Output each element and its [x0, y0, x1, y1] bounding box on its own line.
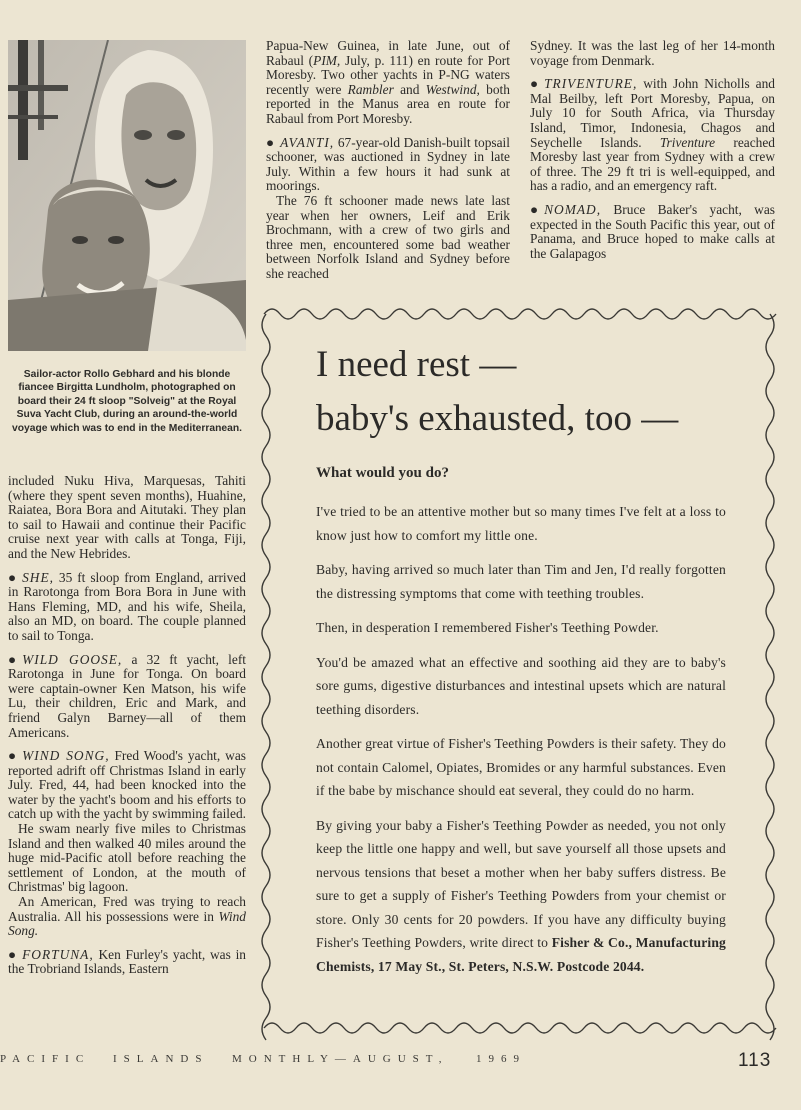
col2-paragraph: The 76 ft schooner made news late last year when her owners, Leif and Erik Brochmann, with a crew of two girls and three men, encountered some bad weather between Norfolk Island and Sydney before she reached [266, 192, 510, 281]
entry-text: Ken Furley's yacht, was in the Trobriand Islands, Eastern [8, 946, 246, 977]
ad-headline: baby's exhausted, too — [316, 398, 679, 439]
yacht-name: FORTUNA, [22, 946, 94, 962]
footer-monthly: MONTHLY—AUGUST, [232, 1053, 449, 1065]
ad-paragraph: Then, in desperation I remembered Fisher's Teething Powder. [316, 620, 659, 635]
entry-she [8, 571, 246, 644]
entry-text: a 32 ft yacht, left Rarotonga in June for Tonga. On board were captain-owner Ken Matson, his wife Lu, their children, Eric and Mark, and friend Galyn Barney—all of them Americans. [8, 651, 247, 740]
ad-headline: I need rest — [316, 344, 517, 385]
yacht-name: Wind Song. [8, 908, 246, 939]
entry-triventure [530, 77, 775, 194]
column-2 [266, 39, 510, 282]
pub-name: PIM, [313, 52, 341, 68]
ad-paragraph: Baby, having arrived so much later than Tim and Jen, I'd really forgotten the distressing symptoms that come with teething troubles. [316, 562, 726, 601]
entry-wind-song [8, 749, 246, 822]
col1-paragraph [8, 895, 246, 939]
ad-address: Fisher & Co., Manufacturing Chemists, 17 May St., St. Peters, N.S.W. Postcode 2044. [316, 935, 726, 974]
col1-paragraph: He swam nearly five miles to Christmas Island and then walked 40 miles around the huge mid-Pacific atoll before reaching the settlement of London, at the mouth of Christmas' big lagoon. [8, 821, 246, 895]
bullet-icon: ● [266, 134, 275, 150]
column-1 [8, 474, 246, 977]
ad-paragraph [316, 814, 726, 979]
entry-fortuna [8, 948, 246, 977]
yacht-name: Triventure [659, 134, 716, 150]
page-footer [0, 1053, 801, 1077]
footer-islands: ISLANDS [113, 1053, 209, 1065]
ad-paragraph: You'd be amazed what an effective and soothing aid they are to baby's sore gums, digestive disturbances and intestinal upsets which are natural teething disorders. [316, 654, 726, 717]
bullet-icon: ● [8, 569, 17, 585]
entry-nomad [530, 203, 775, 261]
ad-body [316, 500, 726, 978]
entry-text: Bruce Baker's yacht, was expected in the South Pacific this year, out of Panama, and Bruce hoped to make calls at the Galapagos [530, 201, 775, 261]
ad-text: By giving your baby a Fisher's Teething Powder as needed, you not only keep the little one happy and well, but save yourself all those upsets and nervous tensions that beset a mother when her baby suffers distress. Be sure to get a supply of Fisher's Teething Powders from your chemist or store. Only 30 cents for 20 powders. If you have any difficulty buying Fisher's Teething Powders, write direct to [316, 817, 726, 950]
bullet-icon: ● [530, 76, 539, 92]
entry-text: Papua-New Guinea, in late June, out of Rabaul ( [266, 38, 510, 68]
bullet-icon: ● [530, 201, 539, 217]
sailor-photo [8, 40, 246, 351]
entry-avanti [266, 136, 510, 194]
yacht-name: WILD GOOSE, [22, 651, 123, 667]
yacht-name: Westwind, [425, 81, 480, 97]
ad-paragraph: Another great virtue of Fisher's Teething Powders is their safety. They do not contain Calomel, Opiates, Bromides or any harmful substances. Even if the babe by mischance should eat several, they could do no harm. [316, 736, 726, 798]
yacht-name: TRIVENTURE, [544, 76, 638, 92]
bullet-icon: ● [8, 946, 17, 962]
entry-wild-goose [8, 653, 246, 741]
entry-text: Fred Wood's yacht, was reported adrift off Christmas Island in early July. Fred, 44, had been knocked into the water by the yacht's boom and his efforts to catch up with the yacht by swimming failed. [8, 748, 246, 822]
col2-paragraph [266, 39, 510, 127]
footer-year: 1969 [476, 1053, 526, 1065]
column-3 [530, 39, 775, 261]
col3-paragraph: Sydney. It was the last leg of her 14-month voyage from Denmark. [530, 38, 775, 68]
photo-caption: Sailor-actor Rollo Gebhard and his blonde fiancee Birgitta Lundholm, photographed on board their 24 ft sloop "Solveig" at the Royal Suva Yacht Club, during an around-the-world voyage which was to end in the Mediterranean. [11, 369, 243, 434]
entry-text: 35 ft sloop from England, arrived in Rarotonga from Bora Bora in June with Hans Fleming, MD, and his wife, Sheila, also an MD, on board. The couple planned to sail to Tonga. [8, 569, 246, 643]
yacht-name: Rambler [347, 81, 394, 97]
ad-question: What would you do? [316, 465, 449, 481]
yacht-name: NOMAD, [544, 201, 602, 217]
entry-text: 67-year-old Danish-built topsail schooner, was auctioned in Sydney in late July. Within a few hours it had sunk at moorings. [266, 134, 510, 194]
bullet-icon: ● [8, 748, 17, 764]
entry-text: An American, Fred was trying to reach Australia. All his possessions were in [8, 894, 246, 924]
bullet-icon: ● [8, 651, 17, 667]
photo-image [8, 40, 246, 351]
yacht-name: WIND SONG, [22, 748, 110, 764]
yacht-name: SHE, [22, 569, 54, 585]
yacht-name: AVANTI, [280, 134, 335, 150]
entry-text: both reported in the Manus area en route for Rabaul from Port Moresby. [266, 81, 510, 126]
page-number: 113 [738, 1050, 772, 1071]
footer-pacific: PACIFIC [0, 1053, 91, 1065]
entry-text: July, p. 111) en route for Port Moresby. Two other yachts in P-NG waters recently were [266, 52, 510, 97]
ad-paragraph: I've tried to be an attentive mother but so many times I've felt at a loss to know just how to comfort my little one. [316, 504, 726, 543]
entry-text: and [400, 81, 420, 97]
entry-text: with John Nicholls and Mal Beilby, left Port Moresby, Papua, on July 10 for South Africa, via Thursday Island, Timor, Indonesia, Chagos and Seychelle Islands. [530, 76, 775, 150]
advert [316, 346, 726, 978]
col1-paragraph: included Nuku Hiva, Marquesas, Tahiti (where they spent seven months), Huahine, Raiatea, Bora Bora and Aitutaki. They plan to sail to Hawaii and continue their Pacific cruise next year with calls at Tonga, Fiji, and the New Hebrides. [8, 473, 246, 561]
entry-text: reached Moresby last year from Sydney with a crew of three. The 29 ft tri is well-equipped, and has a radio, and an emergency raft. [530, 134, 775, 194]
